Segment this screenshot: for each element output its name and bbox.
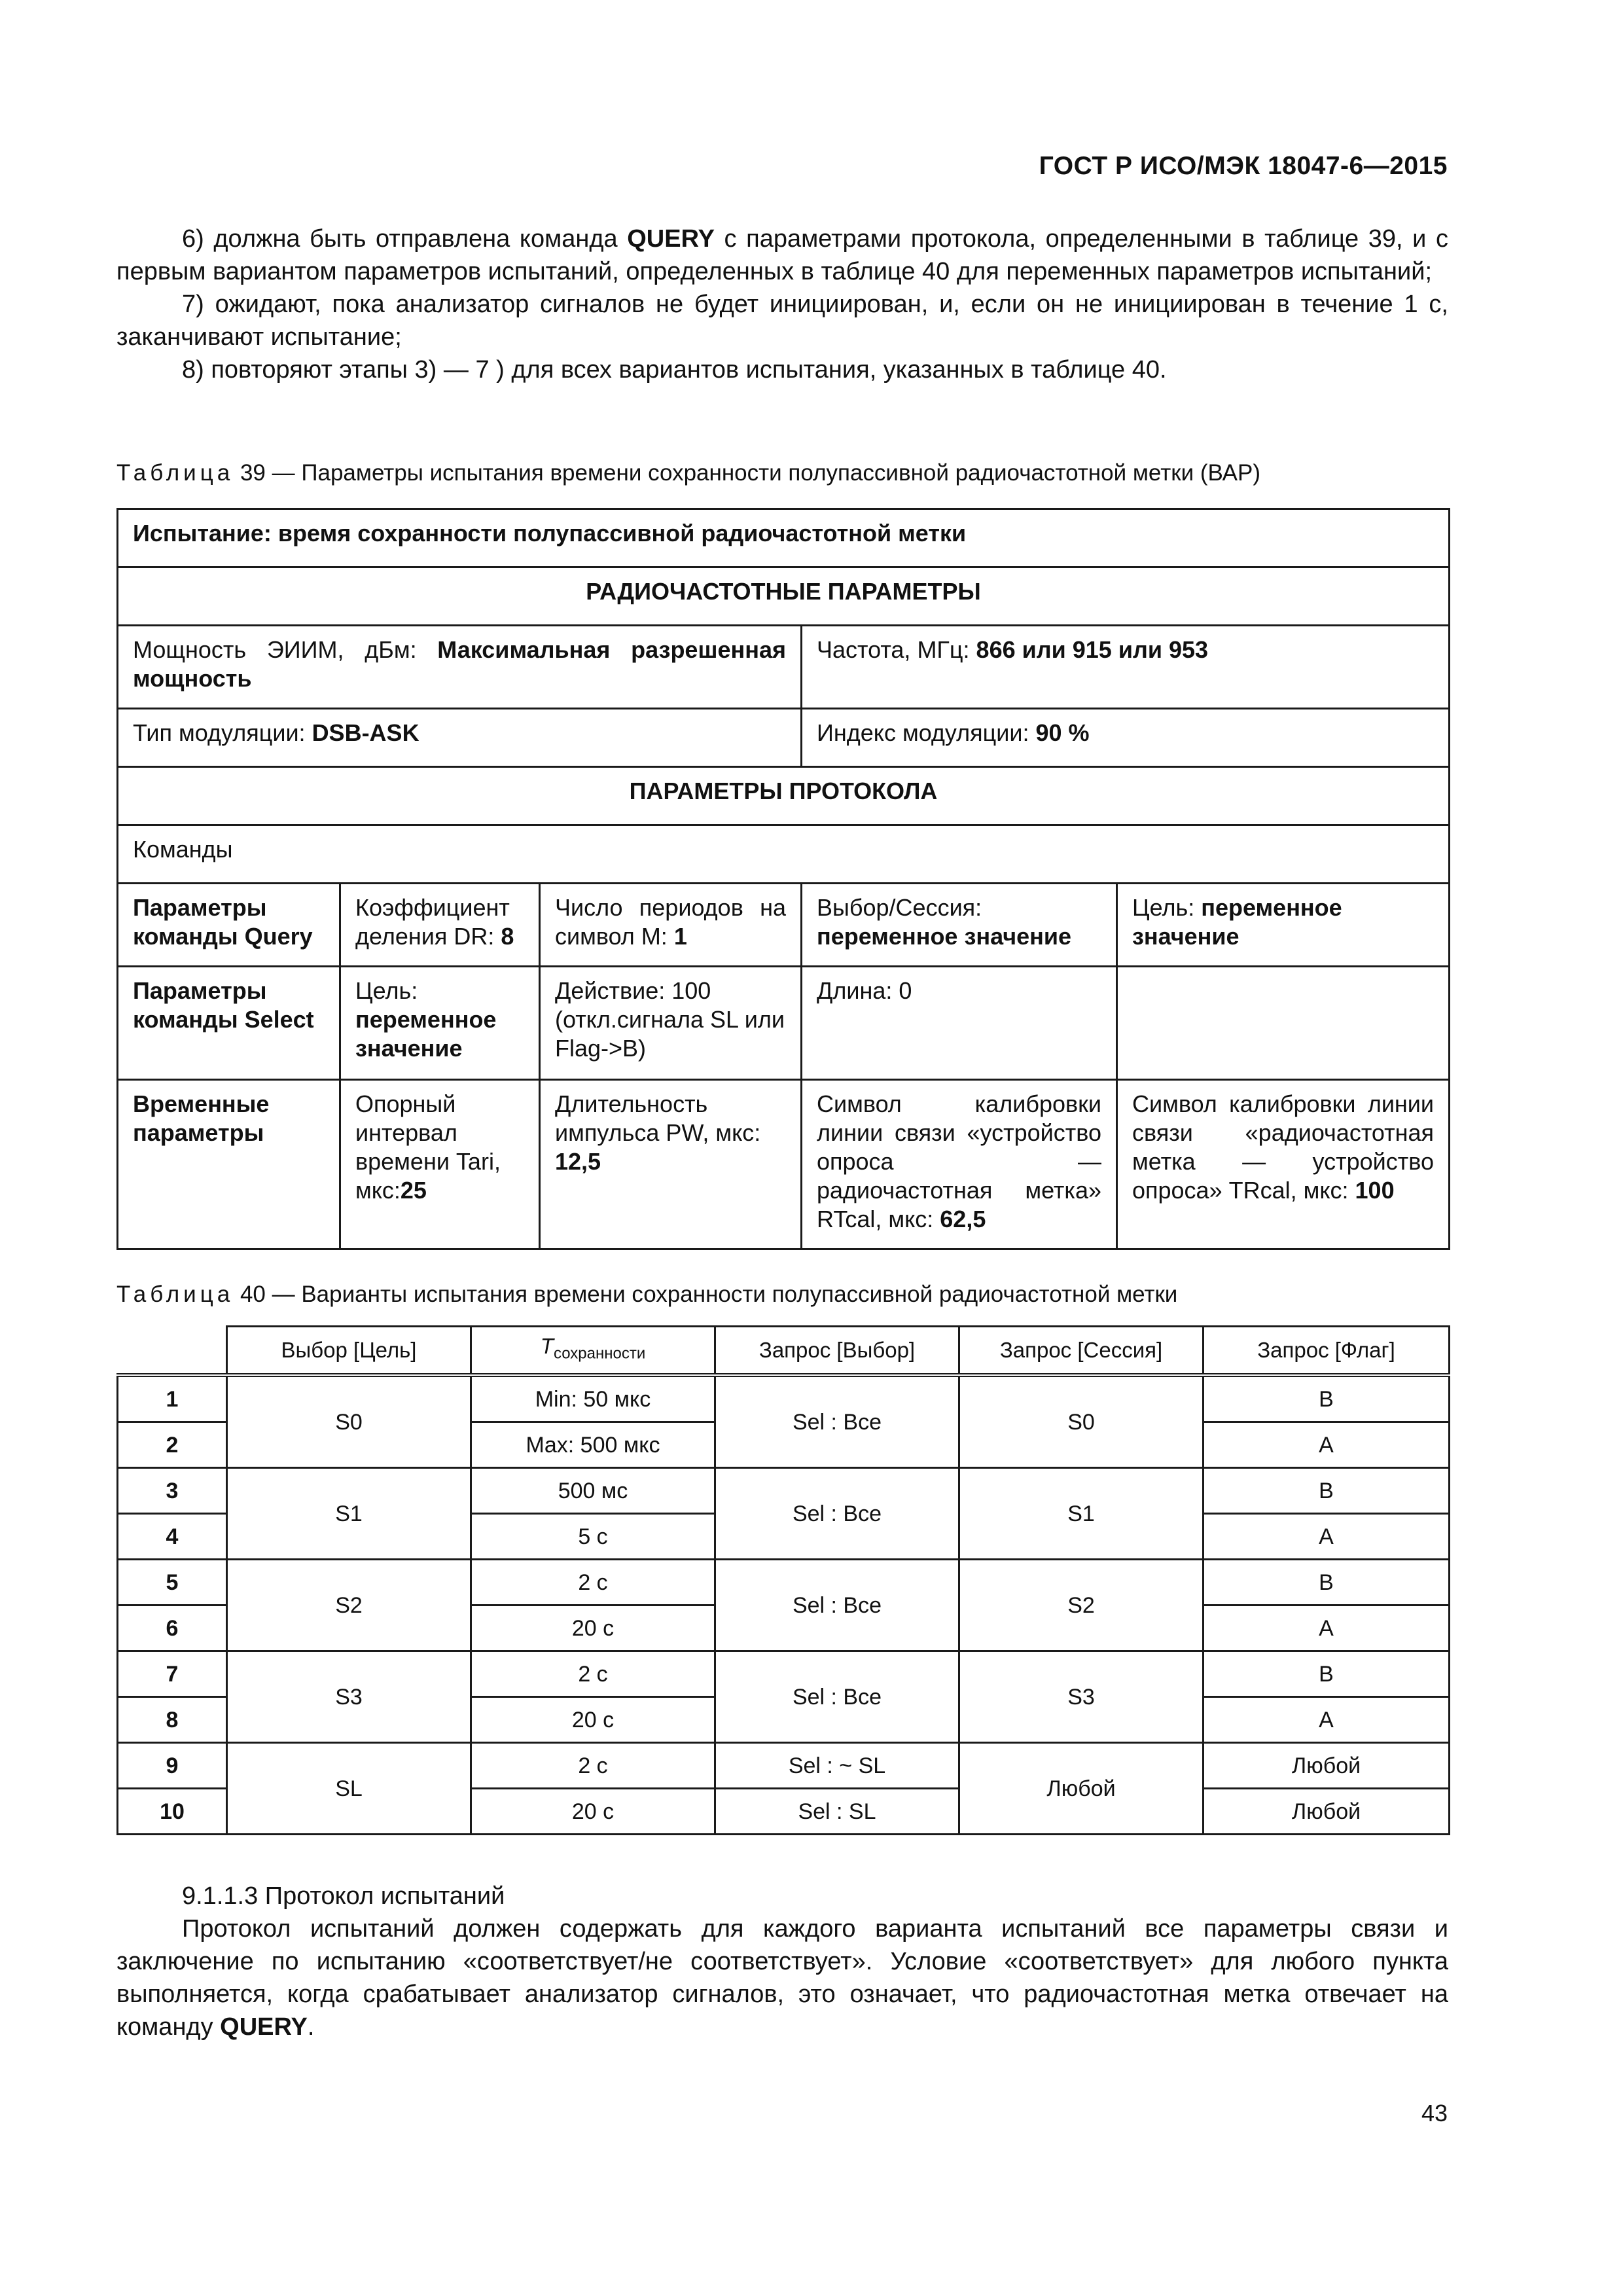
select-action-cell: Действие: 100 (откл.сигнала SL или Flag->B) <box>540 967 802 1080</box>
t-cell: 2 с <box>471 1560 715 1605</box>
trcal-cell: Символ калибровки линии связи «радиочастотная метка — устройство опроса» TRcal, мкс: 100 <box>1117 1080 1450 1249</box>
row-number: 5 <box>118 1560 227 1605</box>
t-cell: 20 с <box>471 1789 715 1835</box>
select-length-cell: Длина: 0 <box>802 967 1117 1080</box>
table-40 <box>116 1325 1450 1835</box>
flag-cell: B <box>1204 1560 1450 1605</box>
row-number: 4 <box>118 1514 227 1560</box>
row-number: 1 <box>118 1375 227 1422</box>
modulation-type-cell: Тип модуляции: DSB-ASK <box>118 709 802 767</box>
session-cell: S1 <box>959 1468 1204 1560</box>
t-cell: 2 с <box>471 1743 715 1789</box>
query-label: Параметры команды Query <box>118 884 340 967</box>
pw-cell: Длительность импульса PW, мкс: 12,5 <box>540 1080 802 1249</box>
rf-params-header: РАДИОЧАСТОТНЫЕ ПАРАМЕТРЫ <box>118 567 1450 626</box>
table-39-caption: Таблица 39 — Параметры испытания времени сохранности полупассивной радиочастотной метки (ВАР) <box>116 460 1261 486</box>
row-number: 8 <box>118 1697 227 1743</box>
timing-label: Временные параметры <box>118 1080 340 1249</box>
flag-cell: B <box>1204 1375 1450 1422</box>
row-number: 9 <box>118 1743 227 1789</box>
query-target-cell: Цель: переменное значение <box>1117 884 1450 967</box>
flag-cell: B <box>1204 1468 1450 1514</box>
table-row <box>118 1743 1450 1789</box>
session-cell: S0 <box>959 1375 1204 1468</box>
session-cell: S3 <box>959 1651 1204 1743</box>
query-dr-cell: Коэффициент деления DR: 8 <box>340 884 540 967</box>
target-cell: S0 <box>227 1375 471 1468</box>
target-cell: S2 <box>227 1560 471 1651</box>
select-label: Параметры команды Select <box>118 967 340 1080</box>
t-cell: 20 с <box>471 1697 715 1743</box>
flag-cell: A <box>1204 1422 1450 1468</box>
query-m-cell: Число периодов на символ M: 1 <box>540 884 802 967</box>
query-session-cell: Выбор/Сессия: переменное значение <box>802 884 1117 967</box>
frequency-cell: Частота, МГц: 866 или 915 или 953 <box>802 626 1450 709</box>
t-cell: 500 мс <box>471 1468 715 1514</box>
section-heading: 9.1.1.3 Протокол испытаний <box>182 1882 505 1910</box>
session-cell: Любой <box>959 1743 1204 1835</box>
flag-cell: A <box>1204 1697 1450 1743</box>
rtcal-cell: Символ калибровки линии связи «устройство опроса — радиочастотная метка» RTcal, мкс: 62,5 <box>802 1080 1117 1249</box>
row-number: 6 <box>118 1605 227 1651</box>
session-cell: S2 <box>959 1560 1204 1651</box>
page-number: 43 <box>1421 2100 1448 2126</box>
table-39-title: Испытание: время сохранности полупассивной радиочастотной метки <box>118 509 1450 567</box>
table-row <box>118 1651 1450 1697</box>
t-cell: 20 с <box>471 1605 715 1651</box>
intro-paragraphs <box>116 223 1448 386</box>
step-7-paragraph: 7) ожидают, пока анализатор сигналов не будет инициирован, и, если он не инициирован в течение 1 с, заканчивают испытание; <box>116 291 1448 351</box>
table-row <box>118 1375 1450 1422</box>
flag-cell: A <box>1204 1514 1450 1560</box>
row-number: 10 <box>118 1789 227 1835</box>
target-cell: S3 <box>227 1651 471 1743</box>
table-row <box>118 1560 1450 1605</box>
flag-cell: A <box>1204 1605 1450 1651</box>
step-6-paragraph: 6) должна быть отправлена команда QUERY с параметрами протокола, определенными в таблице 39, и с первым вариантом параметров испытаний, определенных в таблице 40 для переменных параметров испытаний; <box>116 225 1448 285</box>
flag-cell: Любой <box>1204 1789 1450 1835</box>
row-number: 7 <box>118 1651 227 1697</box>
flag-cell: B <box>1204 1651 1450 1697</box>
target-cell: S1 <box>227 1468 471 1560</box>
header-select: Запрос [Выбор] <box>715 1327 959 1376</box>
protocol-params-header: ПАРАМЕТРЫ ПРОТОКОЛА <box>118 767 1450 825</box>
table-39 <box>116 508 1450 1250</box>
power-cell: Мощность ЭИИМ, дБм: Максимальная разрешенная мощность <box>118 626 802 709</box>
select-cell: Sel : ~ SL <box>715 1743 959 1789</box>
header-t-retention: $T_{сохранности}$ <box>471 1327 715 1376</box>
select-cell: Sel : Все <box>715 1375 959 1468</box>
select-target-cell: Цель: переменное значение <box>340 967 540 1080</box>
test-report-section <box>116 1880 1448 2043</box>
table-40-caption: Таблица 40 — Варианты испытания времени сохранности полупассивной радиочастотной метки <box>116 1282 1178 1307</box>
flag-cell: Любой <box>1204 1743 1450 1789</box>
t-cell: 2 с <box>471 1651 715 1697</box>
t-cell: 5 с <box>471 1514 715 1560</box>
header-target: Выбор [Цель] <box>227 1327 471 1376</box>
table-40-corner <box>118 1327 227 1376</box>
commands-cell: Команды <box>118 825 1450 884</box>
step-8-paragraph: 8) повторяют этапы 3) — 7 ) для всех вариантов испытания, указанных в таблице 40. <box>182 356 1167 384</box>
row-number: 2 <box>118 1422 227 1468</box>
header-session: Запрос [Сессия] <box>959 1327 1204 1376</box>
document-header: ГОСТ Р ИСО/МЭК 18047-6—2015 <box>1039 152 1448 180</box>
target-cell: SL <box>227 1743 471 1835</box>
modulation-index-cell: Индекс модуляции: 90 % <box>802 709 1450 767</box>
t-cell: Min: 50 мкс <box>471 1375 715 1422</box>
row-number: 3 <box>118 1468 227 1514</box>
section-body: Протокол испытаний должен содержать для каждого варианта испытаний все параметры связи и заключение по испытанию «соответствует/не соответствует». Условие «соответствует» для любого пункта выполняется, когда срабатывает анализатор сигналов, это означает, что радиочастотная метка отвечает на команду QUERY. <box>116 1915 1448 2041</box>
select-cell: Sel : Все <box>715 1651 959 1743</box>
t-cell: Max: 500 мкс <box>471 1422 715 1468</box>
select-cell: Sel : Все <box>715 1468 959 1560</box>
select-cell: Sel : SL <box>715 1789 959 1835</box>
select-empty-cell <box>1117 967 1450 1080</box>
table-row <box>118 1468 1450 1514</box>
select-cell: Sel : Все <box>715 1560 959 1651</box>
tari-cell: Опорный интервал времени Tari, мкс:25 <box>340 1080 540 1249</box>
header-flag: Запрос [Флаг] <box>1204 1327 1450 1376</box>
